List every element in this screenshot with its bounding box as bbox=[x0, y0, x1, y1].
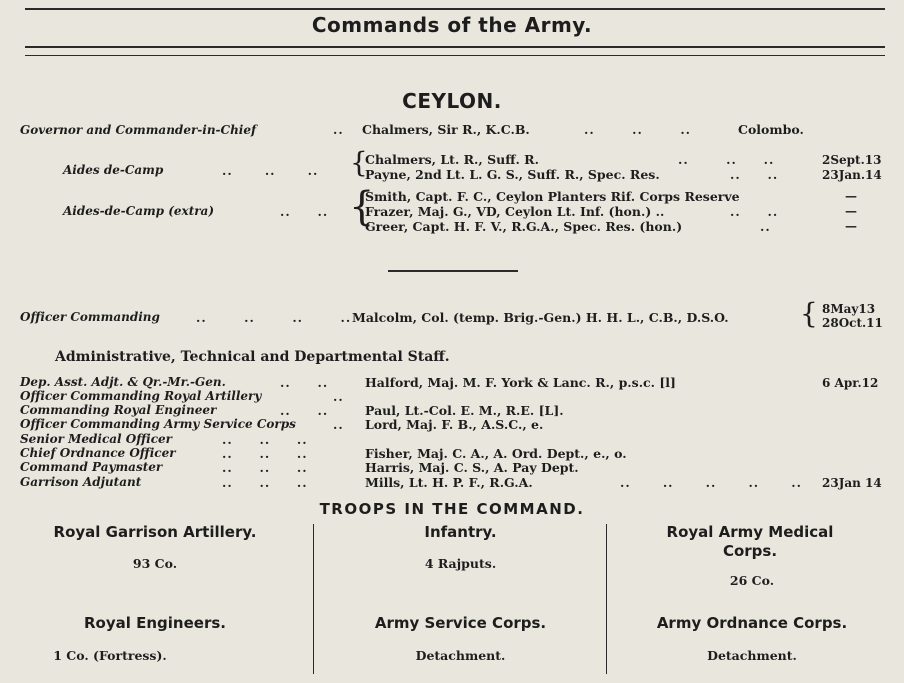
aides-extra-role: Aides-de-Camp (extra) bbox=[63, 204, 215, 218]
leader-dots: .. .. bbox=[730, 204, 779, 219]
aide-name: Payne, 2nd Lt. L. G. S., Suff. R., Spec. Res. bbox=[365, 167, 660, 182]
staff-role: Dep. Asst. Adjt. & Qr.-Mr.-Gen. bbox=[20, 375, 226, 389]
column-divider bbox=[313, 524, 314, 674]
staff-date: 23Jan 14 bbox=[822, 476, 882, 490]
leader-dots: .. .. .. bbox=[222, 446, 308, 461]
troops-title: TROOPS IN THE COMMAND. bbox=[319, 500, 585, 518]
brace-icon: { bbox=[350, 146, 368, 179]
leader-dots: .. .. .. bbox=[678, 152, 775, 167]
aide-extra-name: Smith, Capt. F. C., Ceylon Planters Rif. Corps Reserve bbox=[365, 189, 740, 204]
section-divider bbox=[388, 270, 518, 272]
staff-name: Fisher, Maj. C. A., A. Ord. Dept., e., o. bbox=[365, 446, 627, 461]
header-rule-2 bbox=[25, 55, 885, 56]
leader-dots: .. .. bbox=[280, 403, 329, 418]
leader-dots: .. .. .. bbox=[584, 122, 692, 137]
unit-detail: Detachment. bbox=[707, 648, 797, 663]
leader-dots: .. .. .. bbox=[222, 460, 308, 475]
leader-dots: .. bbox=[333, 122, 344, 137]
governor-location: Colombo. bbox=[738, 122, 804, 137]
staff-date: 6 Apr.12 bbox=[822, 376, 879, 390]
aides-role: Aides de-Camp bbox=[63, 163, 164, 177]
aide-name: Chalmers, Lt. R., Suff. R. bbox=[365, 152, 539, 167]
leader-dots: .. .. bbox=[280, 375, 329, 390]
unit-name: Royal Army Medical Corps. bbox=[666, 523, 834, 560]
staff-name: Lord, Maj. F. B., A.S.C., e. bbox=[365, 417, 544, 432]
leader-dots: .. .. .. bbox=[222, 432, 308, 447]
unit-name: Army Service Corps. bbox=[374, 614, 547, 632]
unit-name: Army Ordnance Corps. bbox=[656, 614, 848, 632]
leader-dots: .. bbox=[760, 219, 771, 234]
unit-detail: 26 Co. bbox=[729, 573, 775, 588]
staff-role: Garrison Adjutant bbox=[20, 475, 142, 489]
aide-date: 23Jan.14 bbox=[822, 168, 882, 182]
unit-detail: 4 Rajputs. bbox=[424, 556, 497, 571]
staff-heading: Administrative, Technical and Departmental Staff. bbox=[55, 349, 450, 365]
aide-extra-date: — bbox=[845, 204, 857, 218]
header-rule-1 bbox=[25, 46, 885, 48]
leader-dots: .. .. bbox=[280, 204, 329, 219]
officer-commanding-date: 8May13 bbox=[822, 302, 876, 316]
staff-name: Paul, Lt.-Col. E. M., R.E. [L]. bbox=[365, 403, 564, 418]
staff-role: Officer Commanding Royal Artillery bbox=[20, 389, 262, 403]
aide-extra-date: — bbox=[845, 219, 857, 233]
leader-dots: .. bbox=[333, 417, 344, 432]
unit-detail: 1 Co. (Fortress). bbox=[53, 648, 167, 663]
officer-commanding-role: Officer Commanding bbox=[20, 310, 160, 324]
aide-extra-name: Frazer, Maj. G., VD, Ceylon Lt. Inf. (hon.) .. bbox=[365, 204, 665, 219]
aide-extra-name: Greer, Capt. H. F. V., R.G.A., Spec. Res. (hon.) bbox=[365, 219, 683, 234]
staff-role: Commanding Royal Engineer bbox=[20, 403, 217, 417]
unit-detail: Detachment. bbox=[415, 648, 506, 663]
aide-date: 2Sept.13 bbox=[822, 153, 882, 167]
leader-dots: .. .. .. .. bbox=[196, 310, 352, 325]
brace-icon: { bbox=[349, 184, 375, 230]
staff-role: Officer Commanding Army Service Corps bbox=[20, 417, 296, 431]
governor-role: Governor and Commander-in-Chief bbox=[20, 123, 257, 137]
leader-dots: .. .. .. .. .. bbox=[620, 475, 802, 490]
leader-dots: .. .. bbox=[730, 167, 779, 182]
governor-row bbox=[20, 122, 256, 137]
staff-name: Mills, Lt. H. P. F., R.G.A. bbox=[365, 475, 533, 490]
governor-name: Chalmers, Sir R., K.C.B. bbox=[362, 122, 530, 137]
unit-name: Royal Garrison Artillery. bbox=[53, 523, 257, 541]
leader-dots: .. .. .. bbox=[222, 475, 308, 490]
officer-commanding-name: Malcolm, Col. (temp. Brig.-Gen.) H. H. L., C.B., D.S.O. bbox=[352, 310, 729, 325]
unit-name: Infantry. bbox=[424, 523, 497, 541]
aide-extra-date: — bbox=[845, 189, 857, 203]
leader-dots: .. .. .. bbox=[222, 163, 319, 178]
unit-detail: 93 Co. bbox=[132, 556, 178, 571]
section-title: CEYLON. bbox=[402, 89, 502, 113]
staff-role: Chief Ordnance Officer bbox=[20, 446, 176, 460]
column-divider bbox=[606, 524, 607, 674]
unit-name: Royal Engineers. bbox=[84, 614, 226, 632]
staff-name: Harris, Maj. C. S., A. Pay Dept. bbox=[365, 460, 579, 475]
leader-dots: .. bbox=[333, 389, 344, 404]
staff-role: Command Paymaster bbox=[20, 460, 163, 474]
page-title: Commands of the Army. bbox=[311, 13, 593, 37]
staff-name: Halford, Maj. M. F. York & Lanc. R., p.s.c. [l] bbox=[365, 375, 676, 390]
top-rule bbox=[25, 8, 885, 10]
staff-role: Senior Medical Officer bbox=[20, 432, 172, 446]
officer-commanding-date: 28Oct.11 bbox=[822, 316, 883, 330]
brace-icon: { bbox=[800, 297, 818, 330]
